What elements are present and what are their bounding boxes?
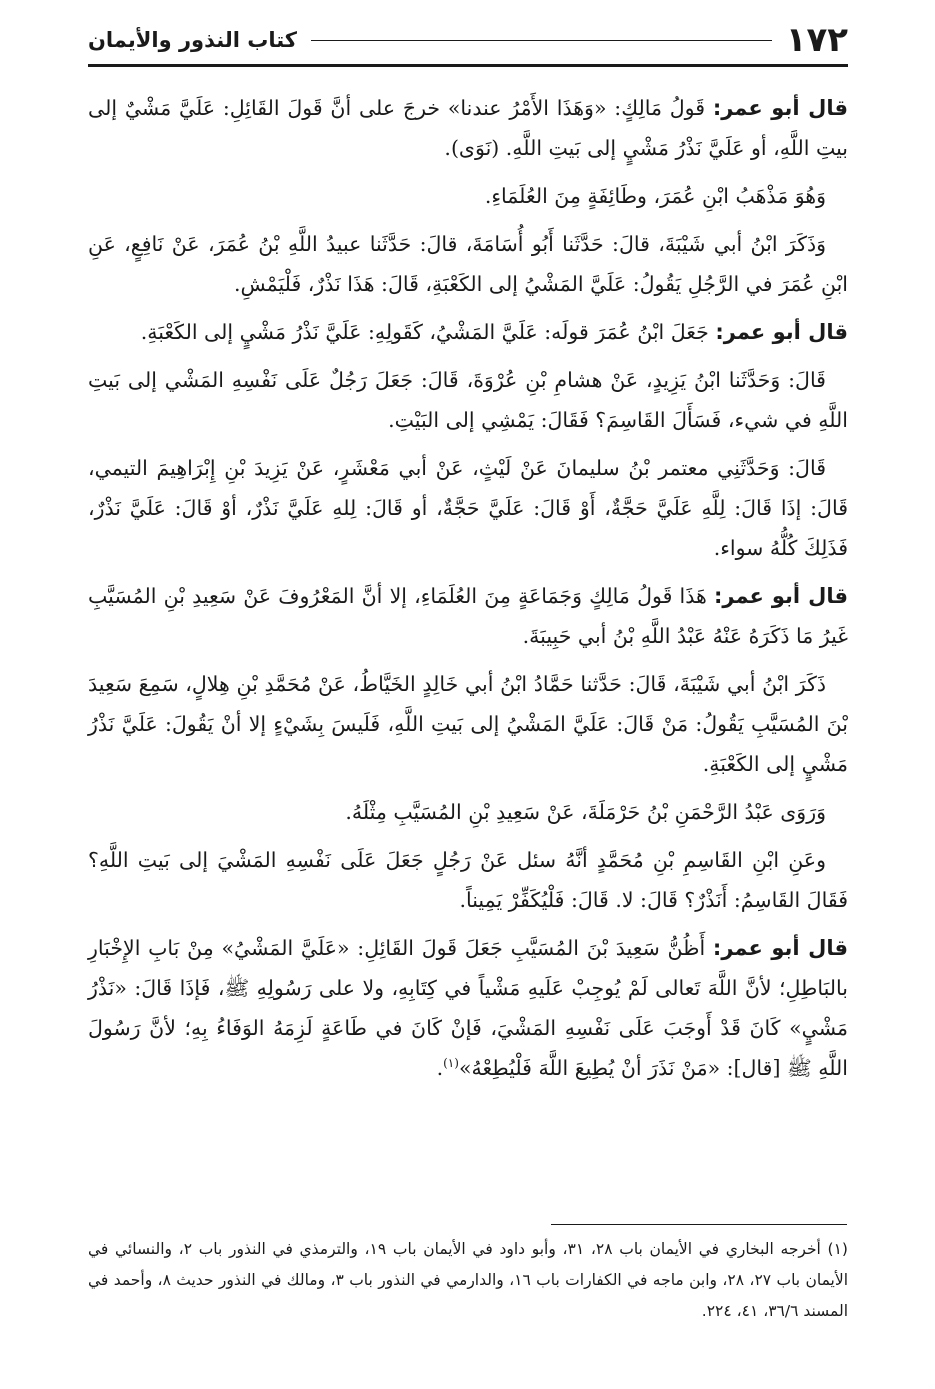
paragraph-text: قَولُ مَالِكٍ: «وَهَذَا الأَمْرُ عندنا» خرجَ على أنَّ قَولَ القَائِلِ: عَلَيَّ مَشْيٌ إلى بيتِ اللَّهِ، أو عَلَيَّ نَذْرُ مَشْيٍ إلى بَيتِ اللَّهِ. (نَوَى). bbox=[88, 96, 848, 160]
paragraph bbox=[88, 360, 848, 440]
paragraph-text: وَذَكَرَ ابْنُ أبي شَيْبَةَ، قالَ: حَدَّثَنا أَبُو أُسَامَةَ، قالَ: حَدَّثَنا عبيدُ اللَّهِ بْنُ عُمَرَ، عَنْ نَافِعٍ، عَنِ ابْنِ عُمَرَ في الرَّجُلِ يَقُولُ: عَلَيَّ المَشْيُ إلى الكَعْبَةِ، قَالَ: هَذَا نَذْرٌ، فَلْيَمْشِ. bbox=[88, 232, 848, 296]
running-title: كتاب النذور والأيمان bbox=[88, 28, 297, 52]
page-header bbox=[88, 18, 848, 62]
main-text bbox=[88, 88, 848, 1096]
page-number: ١٧٢ bbox=[785, 20, 848, 60]
footnotes bbox=[88, 1234, 848, 1327]
paragraph bbox=[88, 448, 848, 568]
paragraph bbox=[88, 840, 848, 920]
footnote-divider bbox=[551, 1224, 847, 1225]
paragraph bbox=[88, 176, 848, 216]
paragraph bbox=[88, 312, 848, 352]
paragraph-text-end: . bbox=[436, 1056, 444, 1080]
paragraph bbox=[88, 664, 848, 784]
paragraph-text: وعَنِ ابْنِ القَاسِمِ بْنِ مُحَمَّدٍ أنَّهُ سئل عَنْ رَجُلٍ جَعَلَ عَلَى نَفْسِهِ المَشْيَ إلى بَيتِ اللَّهِ؟ فَقَالَ القَاسِمُ: أَنَذْرٌ؟ قَالَ: لا. قَالَ: فَلْيُكَفِّرْ يَمِيناً. bbox=[88, 848, 848, 912]
paragraph bbox=[88, 792, 848, 832]
header-line bbox=[311, 40, 772, 41]
paragraph-text: ذَكَرَ ابْنُ أبي شَيْبَةَ، قَالَ: حَدَّثنا حَمَّادُ ابْنُ أبي خَالِدٍ الخَيَّاطُ، عَنْ مُحَمَّدِ بْنِ هِلالٍ، سَمِعَ سَعِيدَ بْنَ المُسَيَّبِ يَقُولُ: مَنْ قَالَ: عَلَيَّ المَشْيُ إلى بَيتِ اللَّهِ، فَلَيسَ بِشَيْءٍ إلا أنْ يَقُولَ: عَلَيَّ نَذْرُ مَشْيٍ إلى الكَعْبَةِ. bbox=[88, 672, 848, 776]
speaker-label: قال أبو عمر: bbox=[715, 320, 848, 344]
paragraph-text: قَالَ: وَحَدَّثَنِي معتمر بْنُ سليمانَ عَنْ لَيْثٍ، عَنْ أبي مَعْشَرٍ، عَنْ يَزِيدَ بْنِ إِبْرَاهِيمَ التيمي، قَالَ: إذَا قَالَ: لِلَّهِ عَلَيَّ حَجَّةٌ، أَوْ قَالَ: عَلَيَّ حَجَّةٌ، أو قَالَ: لِلهِ عَلَيَّ نَذْرٌ، أوْ قَالَ: عَلَيَّ نَذْرٌ، فَذَلِكَ كُلُّهُ سواء. bbox=[88, 456, 848, 560]
speaker-label: قال أبو عمر: bbox=[712, 936, 848, 960]
paragraph-text: قَالَ: وَحَدَّثَنا ابْنُ يَزِيدٍ، عَنْ هشامِ بْنِ عُرْوَةَ، قَالَ: جَعَلَ رَجُلٌ عَلَى نَفْسِهِ المَشْي إلى بَيتِ اللَّهِ في شيء، فَسَأَلَ القَاسِمَ؟ فَقَالَ: يَمْشِي إلى البَيْتِ. bbox=[88, 368, 848, 432]
footnote-marker: (١) bbox=[443, 1056, 459, 1071]
speaker-label: قال أبو عمر: bbox=[712, 96, 848, 120]
paragraph bbox=[88, 576, 848, 656]
speaker-label: قال أبو عمر: bbox=[714, 584, 848, 608]
paragraph-text: أَظُنُّ سَعِيدَ بْنَ المُسَيَّبِ جَعَلَ قَولَ القَائِلِ: «عَلَيَّ المَشْيُ» مِنْ بَابِ الإِخْبَارِ بالبَاطِلِ؛ لأنَّ اللَّهَ تَعالى لَمْ يُوجِبْ عَلَيهِ مَشْياً في كِتَابِهِ، ولا على رَسُولِهِ ﷺ، فَإذَا قَالَ: «نَذْرُ مَشْيٍ» كَانَ قَدْ أَوجَبَ عَلَى نَفْسِهِ المَشْيَ، فَإنْ كَانَ في طَاعَةٍ لَزِمَهُ الوَفَاءُ بِهِ؛ لأنَّ رَسُولَ اللَّهِ ﷺ [قال]: «مَنْ نَذَرَ أنْ يُطِيعَ اللَّهَ فَلْيُطِعْهُ» bbox=[88, 936, 848, 1080]
paragraph-text: هَذَا قَولُ مَالِكٍ وَجَمَاعَةٍ مِنَ العُلَمَاءِ، إلا أنَّ المَعْرُوفَ عَنْ سَعِيدِ بْنِ المُسَيَّبِ غَيرُ مَا ذَكَرَهُ عَنْهُ عَبْدُ اللَّهِ بْنُ أبي حَبِيبَةَ. bbox=[88, 584, 848, 648]
paragraph bbox=[88, 928, 848, 1088]
paragraph-text: وَهُوَ مَذْهَبُ ابْنِ عُمَرَ، وطَائِفَةٍ مِنَ العُلَمَاءِ. bbox=[484, 184, 826, 208]
paragraph-text: وَرَوَى عَبْدُ الرَّحْمَنِ بْنُ حَرْمَلَةَ، عَنْ سَعِيدِ بْنِ المُسَيَّبِ مِثْلَهُ. bbox=[345, 800, 826, 824]
paragraph-text: جَعَلَ ابْنُ عُمَرَ قولَه: عَلَيَّ المَشْيُ، كَقَولِهِ: عَلَيَّ نَذْرُ مَشْيٍ إلى الكَعْبَةِ. bbox=[140, 320, 709, 344]
footnote: (١) أخرجه البخاري في الأيمان باب ٢٨، ٣١، وأبو داود في الأيمان باب ١٩، والترمذي في النذور باب ٢، والنسائي في الأيمان باب ٢٧، ٢٨، وابن ماجه في الكفارات باب ١٦، والدارمي في النذور باب ٣، ومالك في النذور حديث ٨، وأحمد في المسند ٣٦/٦، ٤١، ٢٢٤. bbox=[88, 1240, 849, 1320]
paragraph bbox=[88, 224, 848, 304]
header-divider bbox=[88, 64, 848, 67]
paragraph bbox=[88, 88, 848, 168]
